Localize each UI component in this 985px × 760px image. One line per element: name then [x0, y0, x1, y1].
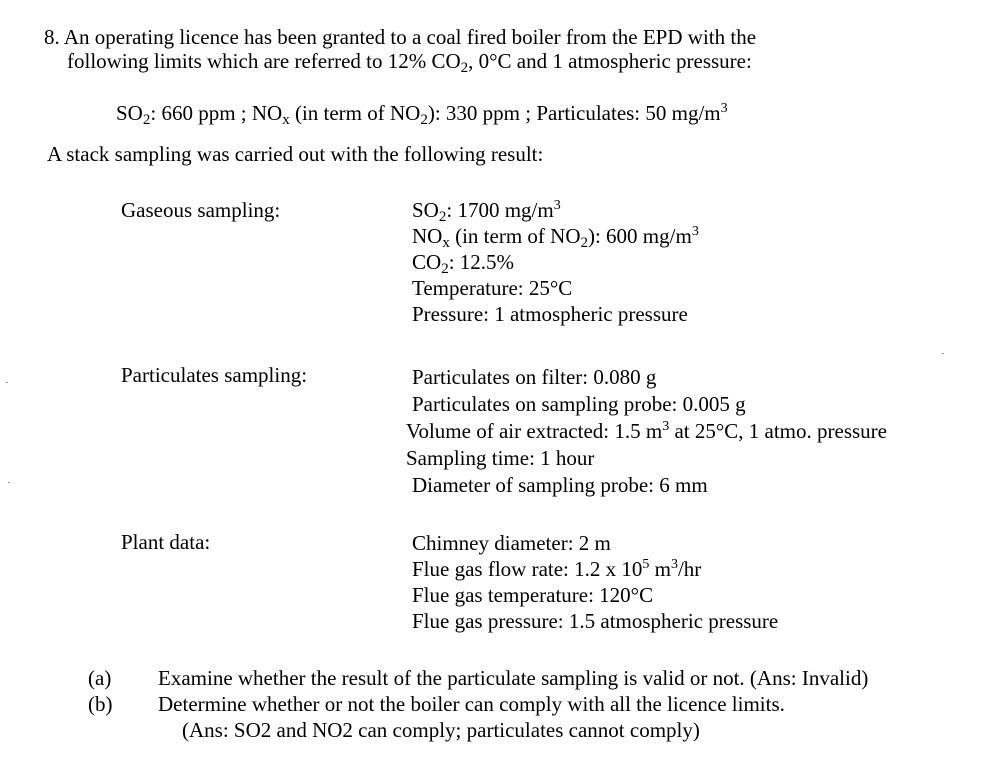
- gaseous-so2: [412, 198, 561, 225]
- question-line-1: [44, 26, 756, 49]
- text: ): 600 mg/m: [587, 224, 692, 248]
- text: m: [649, 557, 671, 581]
- text: /hr: [677, 557, 702, 581]
- part-a-text: Examine whether the result of the particulate sampling is valid or not. (Ans: Invalid): [158, 666, 869, 690]
- limit-so2-label: SO: [116, 101, 143, 125]
- licence-limits: [116, 101, 728, 128]
- part-b-answer: (Ans: SO2 and NO2 can comply; particulates cannot comply): [182, 718, 700, 742]
- scan-speck: [942, 353, 944, 354]
- plant-chimney: Chimney diameter: 2 m: [412, 531, 611, 555]
- gaseous-label: Gaseous sampling:: [121, 198, 281, 222]
- scan-speck: [6, 382, 8, 383]
- particulates-probe: Particulates on sampling probe: 0.005 g: [412, 392, 746, 416]
- limit-nox-text: (in term of NO: [289, 101, 421, 125]
- gaseous-nox: [412, 224, 699, 251]
- superscript: 3: [553, 198, 561, 213]
- plant-flow: [412, 558, 701, 581]
- text: : 12.5%: [448, 250, 515, 274]
- superscript: 3: [670, 557, 678, 572]
- subscript: 2: [580, 235, 588, 251]
- text: CO: [412, 250, 442, 274]
- superscript: 3: [691, 224, 699, 239]
- plant-temperature: Flue gas temperature: 120°C: [412, 583, 654, 607]
- gaseous-pressure: Pressure: 1 atmospheric pressure: [412, 302, 688, 326]
- text: Volume of air extracted: 1.5 m: [406, 419, 663, 443]
- limit-particulates-text: ): 330 ppm ; Particulates: 50 mg/m: [427, 101, 721, 125]
- question-text-1: An operating licence has been granted to a coal fired boiler from the EPD with the: [63, 25, 757, 49]
- subscript: 2: [142, 112, 151, 128]
- subscript: 2: [420, 112, 428, 128]
- sampling-intro: A stack sampling was carried out with the following result:: [47, 142, 544, 166]
- subscript: x: [442, 235, 450, 251]
- text: Flue gas flow rate: 1.2 x 10: [412, 557, 643, 581]
- particulates-label: Particulates sampling:: [121, 363, 308, 387]
- limit-so2-value: : 660 ppm ; NO: [150, 101, 283, 125]
- part-a-label: (a): [88, 666, 112, 690]
- particulates-diameter: Diameter of sampling probe: 6 mm: [412, 473, 708, 497]
- particulates-time: Sampling time: 1 hour: [406, 446, 595, 470]
- superscript: 5: [642, 557, 650, 572]
- plant-pressure: Flue gas pressure: 1.5 atmospheric pressure: [412, 609, 779, 633]
- subscript: x: [282, 112, 290, 128]
- text: at 25°C, 1 atmo. pressure: [669, 419, 887, 443]
- gaseous-co2: [412, 250, 515, 277]
- text: : 1700 mg/m: [446, 198, 554, 222]
- text: (in term of NO: [449, 224, 581, 248]
- part-b-text: Determine whether or not the boiler can comply with all the licence limits.: [158, 692, 785, 716]
- question-number: 8.: [44, 25, 60, 49]
- part-b-label: (b): [88, 692, 113, 716]
- superscript: 3: [662, 419, 670, 434]
- subscript: 2: [438, 209, 447, 225]
- plant-label: Plant data:: [121, 530, 211, 554]
- question-text-2b: , 0°C and 1 atmospheric pressure:: [468, 49, 752, 73]
- question-text-2a: following limits which are referred to 12% CO: [67, 49, 461, 73]
- scan-speck: [8, 482, 10, 483]
- superscript: 3: [720, 101, 728, 116]
- subscript: 2: [460, 60, 469, 76]
- subscript: 2: [441, 261, 449, 277]
- particulates-filter: Particulates on filter: 0.080 g: [412, 365, 657, 389]
- gaseous-temperature: Temperature: 25°C: [412, 276, 573, 300]
- particulates-volume: [406, 420, 887, 443]
- question-line-2: [67, 49, 752, 76]
- text: NO: [412, 224, 443, 248]
- text: SO: [412, 198, 439, 222]
